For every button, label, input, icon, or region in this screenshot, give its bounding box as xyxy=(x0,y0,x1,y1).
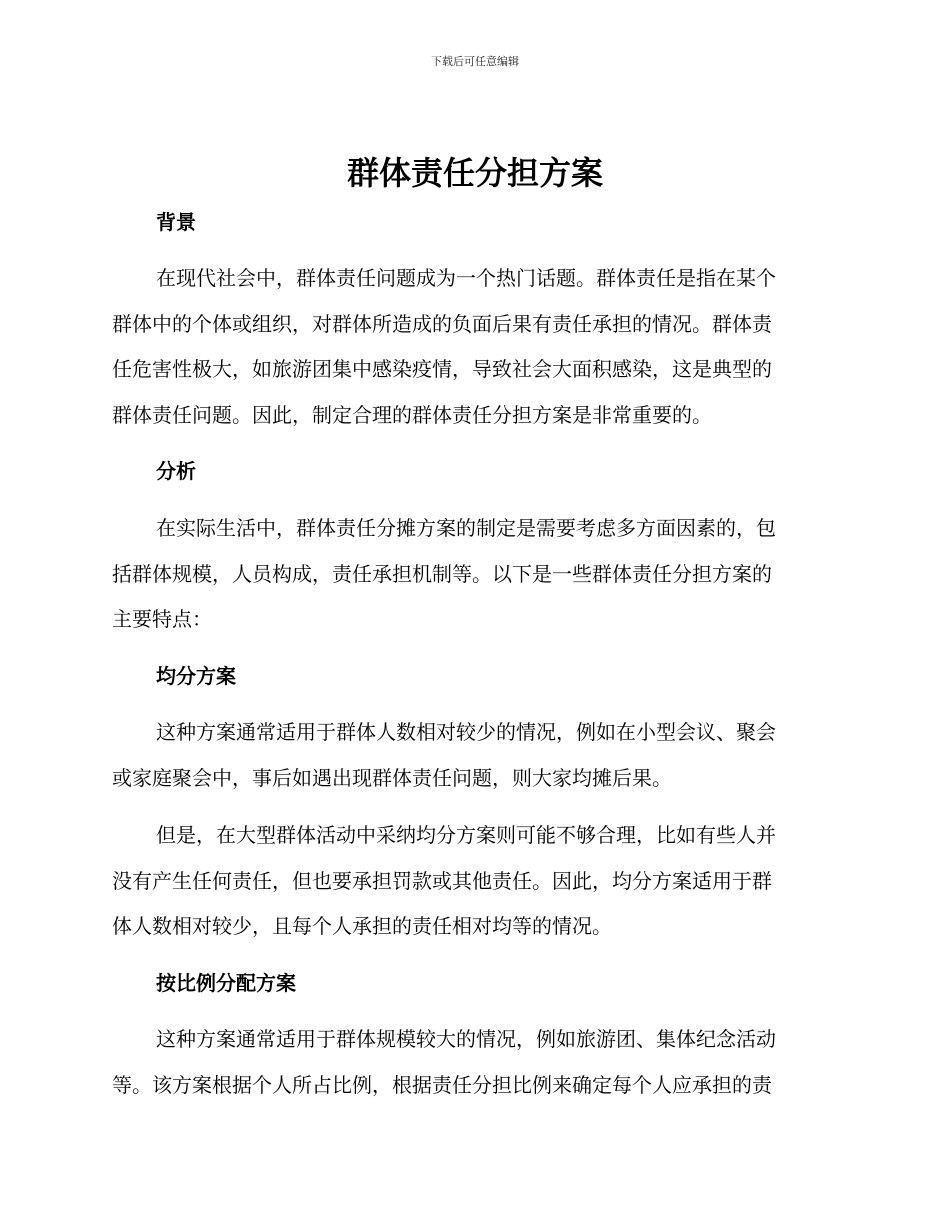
text-line: 在现代社会中，群体责任问题成为一个热门话题。群体责任是指在某个 xyxy=(156,266,776,290)
paragraph-background xyxy=(112,256,832,438)
document-title: 群体责任分担方案 xyxy=(346,154,603,192)
text-line: 群体责任问题。因此，制定合理的群体责任分担方案是非常重要的。 xyxy=(112,402,712,427)
text-line: 体人数相对较少，且每个人承担的责任相对均等的情况。 xyxy=(112,914,612,938)
section-heading-analysis: 分析 xyxy=(156,459,196,483)
text-line: 主要特点： xyxy=(112,607,212,631)
text-line: 群体中的个体或组织，对群体所造成的负面后果有责任承担的情况。群体责 xyxy=(112,311,772,336)
text-line: 但是，在大型群体活动中采纳均分方案则可能不够合理，比如有些人并 xyxy=(156,823,776,847)
section-heading-proportional: 按比例分配方案 xyxy=(156,971,296,995)
text-line: 或家庭聚会中，事后如遇出现群体责任问题，则大家均摊后果。 xyxy=(112,765,672,790)
paragraph-equal-split-2 xyxy=(112,813,832,950)
text-line: 括群体规模，人员构成，责任承担机制等。以下是一些群体责任分担方案的 xyxy=(112,561,772,586)
page-header-note: 下载后可任意编辑 xyxy=(431,55,519,68)
text-line: 这种方案通常适用于群体规模较大的情况，例如旅游团、集体纪念活动 xyxy=(156,1027,776,1051)
text-line: 等。该方案根据个人所占比例，根据责任分担比例来确定每个人应承担的责 xyxy=(112,1072,772,1097)
text-line: 没有产生任何责任，但也要承担罚款或其他责任。因此，均分方案适用于群 xyxy=(112,868,772,893)
paragraph-analysis xyxy=(112,506,832,643)
section-heading-background: 背景 xyxy=(156,210,196,234)
paragraph-proportional xyxy=(112,1017,832,1108)
section-heading-equal-split: 均分方案 xyxy=(156,664,236,688)
text-line: 这种方案通常适用于群体人数相对较少的情况，例如在小型会议、聚会 xyxy=(156,720,776,744)
text-line: 在实际生活中，群体责任分摊方案的制定是需要考虑多方面因素的，包 xyxy=(156,516,776,540)
paragraph-equal-split-1 xyxy=(112,710,832,801)
text-line: 任危害性极大，如旅游团集中感染疫情，导致社会大面积感染，这是典型的 xyxy=(112,357,772,381)
